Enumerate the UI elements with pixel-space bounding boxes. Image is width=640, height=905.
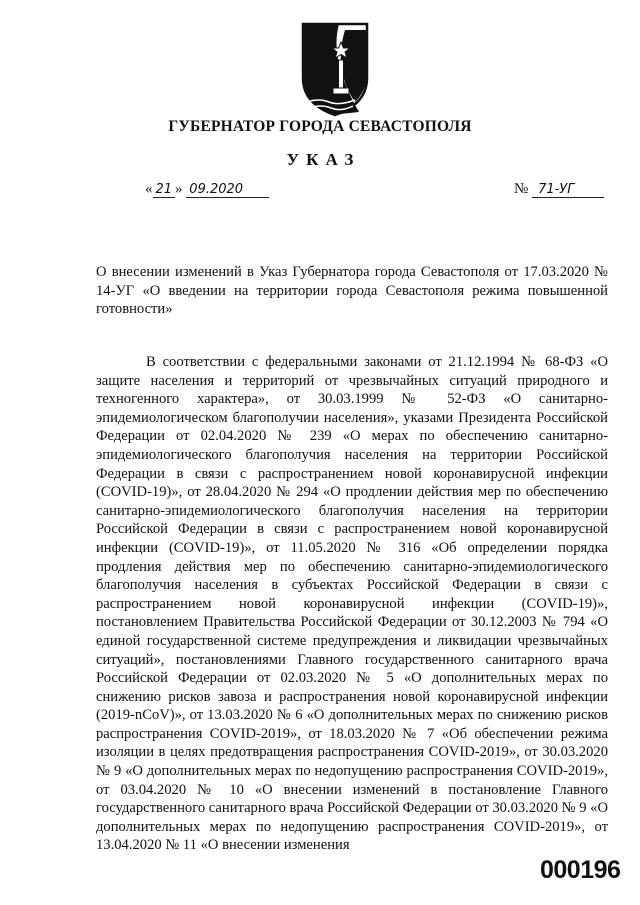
coat-of-arms-icon [299,20,371,118]
number-label: № [514,181,529,197]
date-close-quote: » [175,181,183,197]
number-value: 71-УГ [532,182,604,198]
document-subject: О внесении изменений в Указ Губернатора города Севастополя от 17.03.2020 № 14-УГ «О введении на территории города Севастополя режима повышенной готовности» [96,264,608,317]
document-date [145,181,269,198]
serial-number: 000196 [540,856,621,884]
document-type: УКАЗ [286,150,361,169]
date-day: 21 [153,182,176,198]
issuing-authority: ГУБЕРНАТОР ГОРОДА СЕВАСТОПОЛЯ [168,118,472,135]
document-number [514,181,604,198]
body-paragraph: В соответствии с федеральными законами от 21.12.1994 № 68-ФЗ «О защите населения и территорий от чрезвычайных ситуаций природного и техногенного характера», от 30.03.1999 № 52-ФЗ «О санитарно-эпидемиологическом благополучии населения», указами Президента Российской Федерации от 02.04.2020 № 239 «О мерах по обеспечению санитарно-эпидемиологического благополучия населения на территории Российской Федерации в связи с распространением новой коронавирусной инфекции (COVID-19)», от 28.04.2020 № 294 «О продлении действия мер по обеспечению санитарно-эпидемиологического благополучия населения на территории Российской Федерации в связи с распространением новой коронавирусной инфекции (COVID-19)», от 11.05.2020 № 316 «Об определении порядка продления действия мер по обеспечению санитарно-эпидемиологического благополучия населения в субъектах Российской Федерации в связи с распространением новой коронавирусной инфекции (COVID-19)», постановлением Правительства Российской Федерации от 30.12.2003 № 794 «О единой государственной системе предупреждения и ликвидации чрезвычайных ситуаций», постановлениями Главного государственного санитарного врача Российской Федерации от 02.03.2020 № 5 «О дополнительных мерах по снижению рисков завоза и распространения новой коронавирусной инфекции (2019-nCoV)», от 13.03.2020 № 6 «О дополнительных мерах по снижению рисков распространения COVID-2019», от 18.03.2020 № 7 «Об обеспечении режима изоляции в целях предотвращения распространения COVID-2019», от 30.03.2020 № 9 «О дополнительных мерах по недопущению распространения COVID-2019», от 03.04.2020 № 10 «О внесении изменений в постановление Главного государственного санитарного врача Российской Федерации от 30.03.2020 № 9 «О дополнительных мерах по недопущению распространения COVID-2019», от 13.04.2020 № 11 «О внесении изменения [96,354,609,854]
date-open-quote: « [145,181,153,197]
date-month-year: 09.2020 [186,182,269,198]
